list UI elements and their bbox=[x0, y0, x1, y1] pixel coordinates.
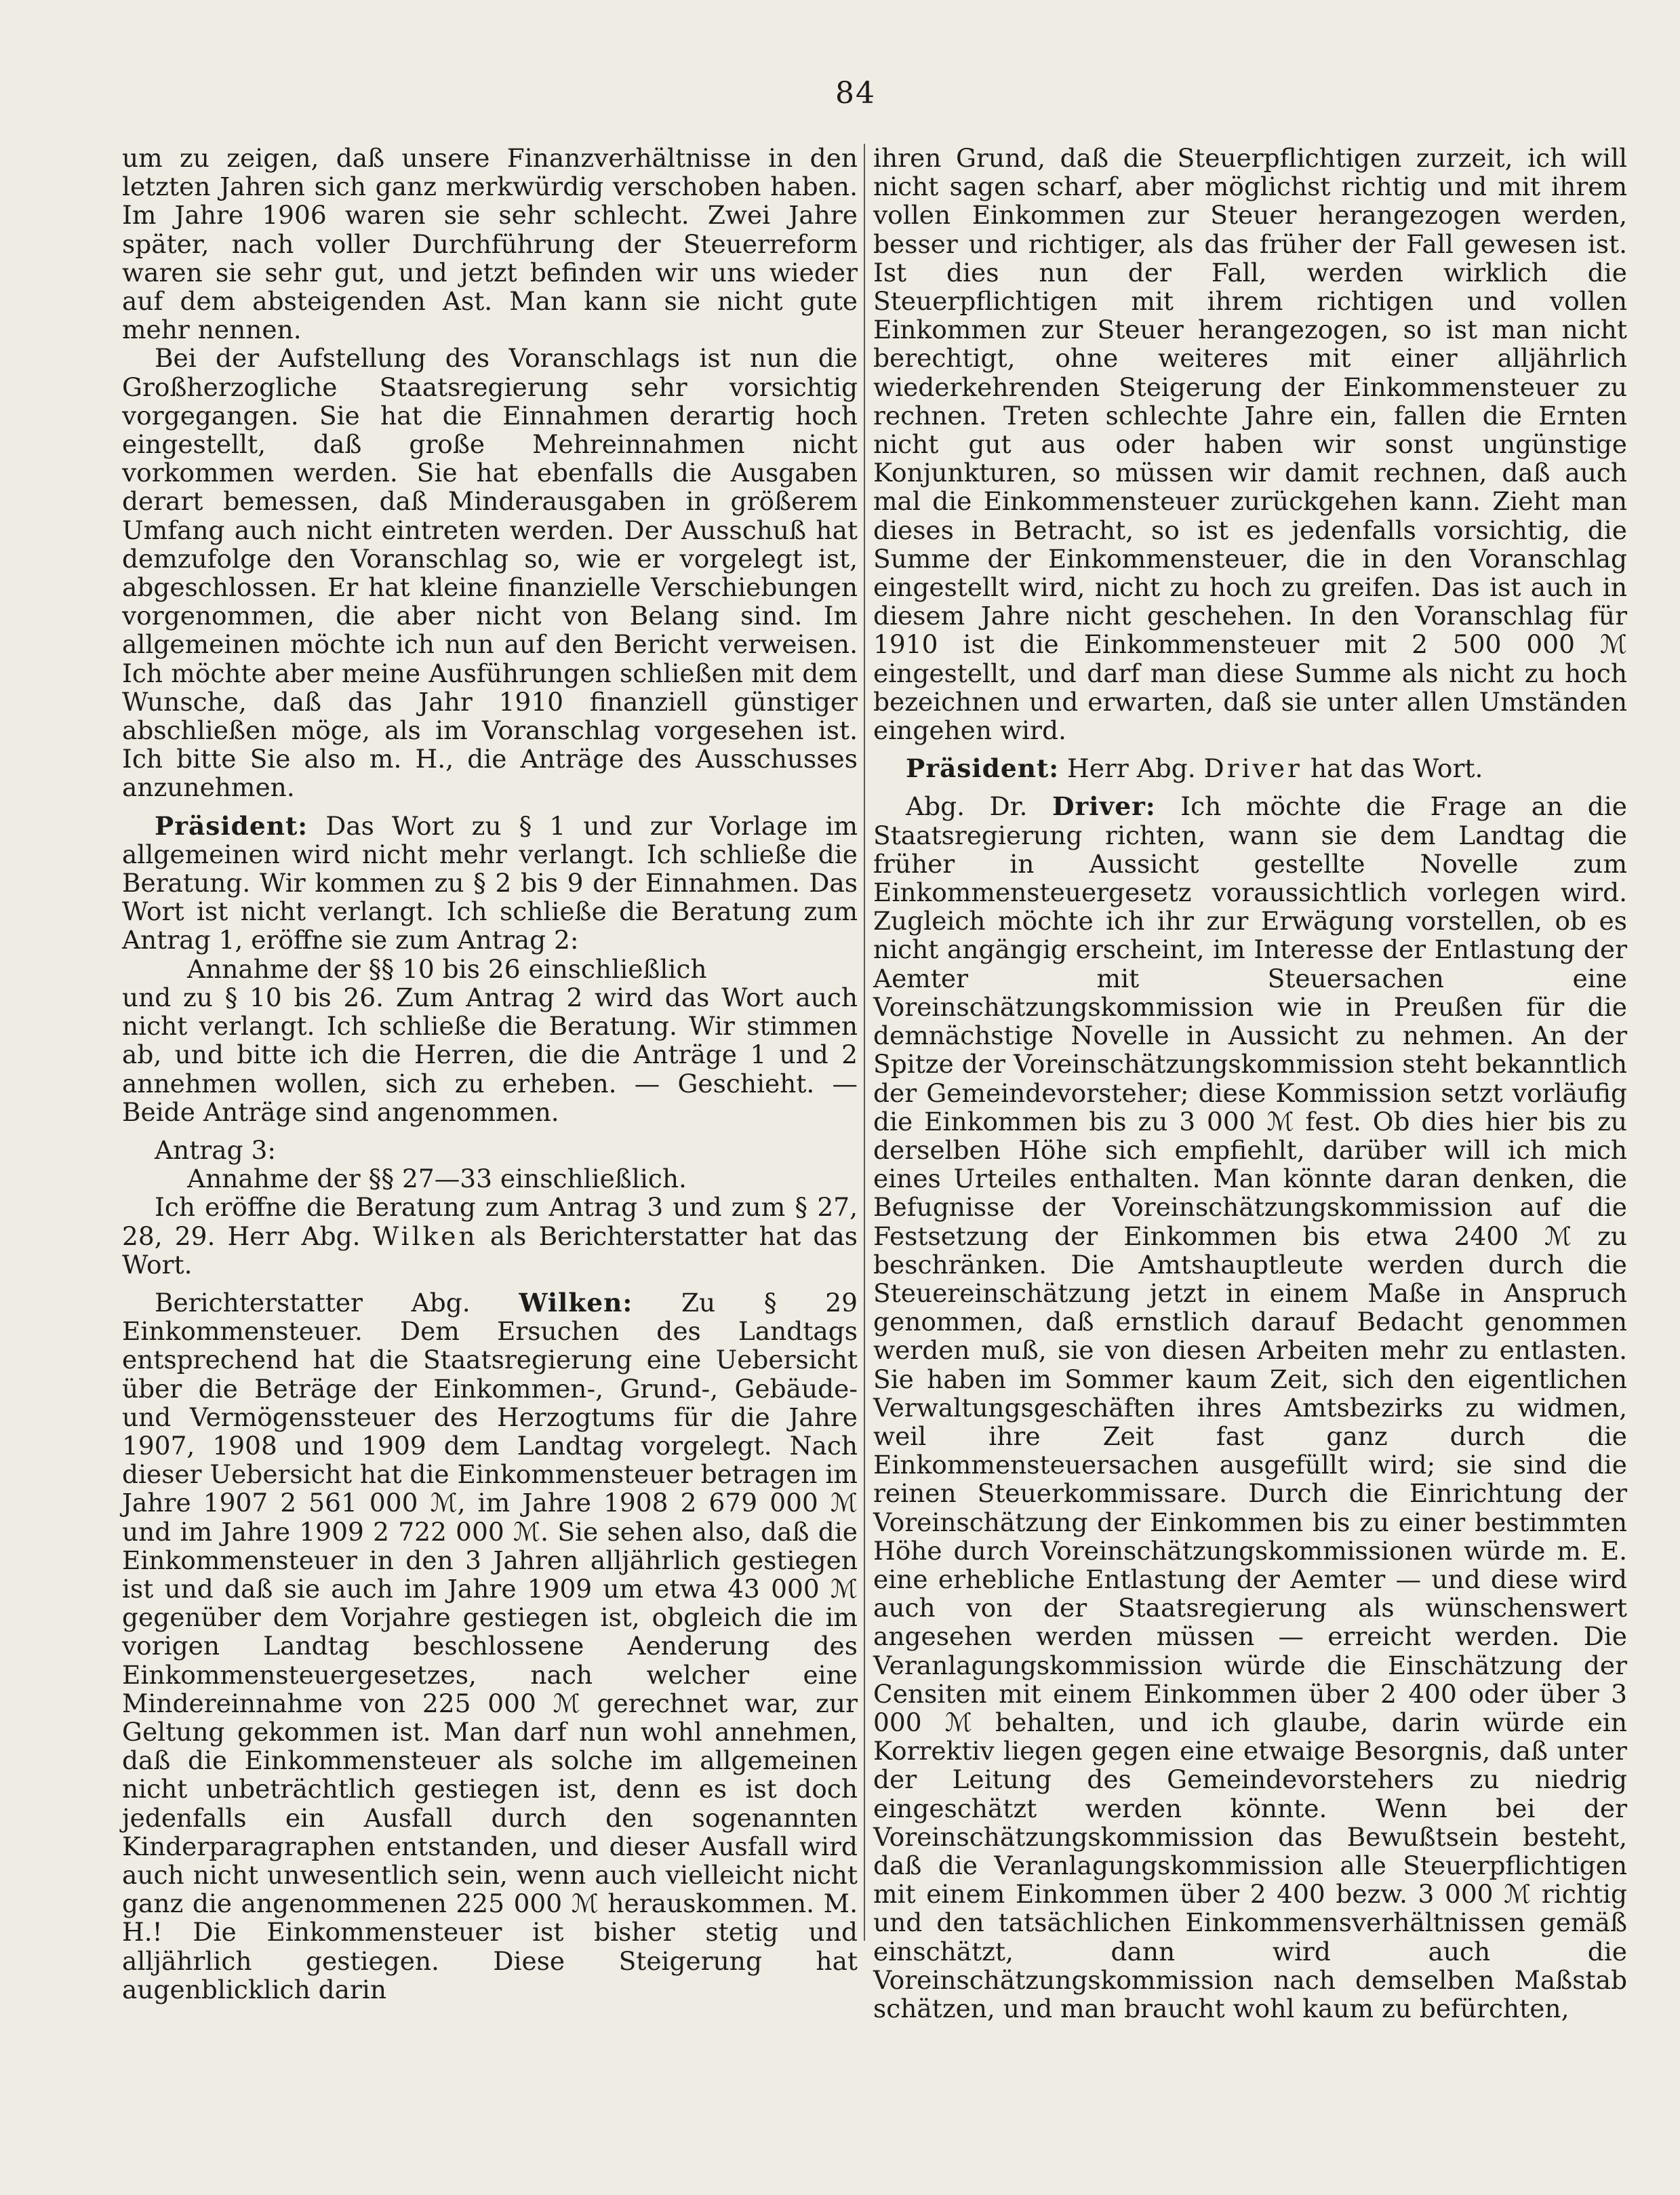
member-name: Wilken bbox=[372, 1221, 478, 1251]
speech-text: als Berichterstatter hat das Wort. bbox=[122, 1221, 858, 1280]
paragraph bbox=[873, 754, 1627, 783]
paragraph bbox=[873, 792, 1627, 2023]
member-name: Driver bbox=[1203, 753, 1302, 784]
speaker-name: Driver: bbox=[1052, 791, 1156, 822]
speech-text: Ich eröffne die Beratung zum Antrag 3 und zum § 27, 28, 29. Herr Abg. bbox=[122, 1192, 858, 1251]
speaker-name: Präsident: bbox=[906, 753, 1060, 784]
paragraph: Antrag 3: bbox=[155, 1134, 277, 1165]
paragraph: Annahme der §§ 10 bis 26 einschließlich bbox=[187, 953, 707, 984]
page-number: 84 bbox=[835, 76, 876, 111]
speaker-name: Wilken: bbox=[519, 1287, 633, 1318]
speaker-role: Berichterstatter Abg. bbox=[155, 1287, 471, 1318]
left-column bbox=[122, 144, 858, 2004]
paragraph: Annahme der §§ 27—33 einschließlich. bbox=[187, 1164, 687, 1194]
column-divider bbox=[864, 144, 865, 1941]
speech-text: Ich möchte die Frage an die Staatsregierung richten, wann sie dem Landtag die früher in Aussicht gestellte Novelle zum Einkommensteuergesetz voraussichtlich vorlegen wird. Zugleich möchte ich ihr zur Erwägung vorstellen, ob es nicht angängig erscheint, im Interesse der Entlastung der Aemter mit Steuersachen eine Voreinschätzungskommission wie in Preußen für die demnächstige Novelle in Aussicht zu nehmen. An der Spitze der Voreinschätzungskommission steht bekanntlich der Gemeindevorsteher; diese Kommission setzt vorläufig die Einkommen bis zu 3 000 ℳ fest. Ob dies hier bis zu derselben Höhe sich empfiehlt, darüber will ich mich eines Urteiles enthalten. Man könnte daran denken, die Befugnisse der Voreinschätzungskommission auf die Festsetzung der Einkommen bis etwa 2400 ℳ zu beschränken. Die Amtshauptleute werden durch die Steuereinschätzung jetzt in einem Maße in Anspruch genommen, daß ernstlich darauf Bedacht genommen werden muß, sie von diesen Arbeiten mehr zu entlasten. Sie haben im Sommer kaum Zeit, sich den eigentlichen Verwaltungsgeschäften ihres Amtsbezirks zu widmen, weil ihre Zeit fast ganz durch die Einkommensteuersachen ausgefüllt wird; sie sind die reinen Steuerkommissare. Durch die Einrichtung der Voreinschätzung der Einkommen bis zu einer bestimmten Höhe durch Voreinschätzungskommissionen würde m. E. eine erhebliche Entlastung der Aemter — und diese wird auch von der Staatsregierung als wünschenswert angesehen werden müssen — erreicht werden. Die Veranlagungskommission würde die Einschätzung der Censiten mit einem Einkommen über 2 400 oder über 3 000 ℳ behalten, und ich glaube, darin würde ein Korrektiv liegen gegen eine etwaige Besorgnis, daß unter der Leitung des Gemeindevorstehers zu niedrig eingeschätzt werden könnte. Wenn bei der Voreinschätzungskommission das Bewußtsein besteht, daß die Veranlagungskommission alle Steuerpflichtigen mit einem Einkommen über 2 400 bezw. 3 000 ℳ richtig und den tatsächlichen Einkommensverhältnissen gemäß einschätzt, dann wird auch die Voreinschätzungskommission nach demselben Maßstab schätzen, und man braucht wohl kaum zu befürchten, bbox=[873, 791, 1627, 2023]
right-column bbox=[873, 144, 1627, 2023]
speaker-name: Präsident: bbox=[155, 810, 308, 841]
paragraph: und zu § 10 bis 26. Zum Antrag 2 wird das Wort auch nicht verlangt. Ich schließe die Beratung. Wir stimmen ab, und bitte ich die Herren, die die Anträge 1 und 2 annehmen wollen, sich zu erheben. — Geschieht. — Beide Anträge sind angenommen. bbox=[122, 982, 858, 1127]
paragraph: um zu zeigen, daß unsere Finanzverhältnisse in den letzten Jahren sich ganz merkwürdig verschoben haben. Im Jahre 1906 waren sie sehr schlecht. Zwei Jahre später, nach voller Durchführung der Steuerreform waren sie sehr gut, und jetzt befinden wir uns wieder auf dem absteigenden Ast. Man kann sie nicht gute mehr nennen. bbox=[122, 143, 858, 345]
paragraph: Bei der Aufstellung des Voranschlags ist nun die Großherzogliche Staatsregierung sehr vorsichtig vorgegangen. Sie hat die Einnahmen derartig hoch eingestellt, daß große Mehreinnahmen nicht vorkommen werden. Sie hat ebenfalls die Ausgaben derart bemessen, daß Minderausgaben in größerem Umfang auch nicht eintreten werden. Der Ausschuß hat demzufolge den Voranschlag so, wie er vorgelegt ist, abgeschlossen. Er hat kleine finanzielle Verschiebungen vorgenommen, die aber nicht von Belang sind. Im allgemeinen möchte ich nun auf den Bericht verweisen. Ich möchte aber meine Ausführungen schließen mit dem Wunsche, daß das Jahr 1910 finanziell günstiger abschließen möge, als im Voranschlag vorgesehen ist. Ich bitte Sie also m. H., die Anträge des Ausschusses anzunehmen. bbox=[122, 343, 858, 803]
speech-text: Herr Abg. bbox=[1067, 753, 1196, 784]
paragraph bbox=[122, 1288, 858, 2004]
paragraph bbox=[122, 1193, 858, 1279]
speaker-role: Abg. Dr. bbox=[906, 791, 1028, 822]
speech-text: hat das Wort. bbox=[1310, 753, 1483, 784]
speech-text: Zu § 29 Einkommensteuer. Dem Ersuchen des Landtags entsprechend hat die Staatsregierung eine Uebersicht über die Beträge der Einkommen-, Grund-, Gebäude- und Vermögenssteuer des Herzogtums für die Jahre 1907, 1908 und 1909 dem Landtag vorgelegt. Nach dieser Uebersicht hat die Einkommensteuer betragen im Jahre 1907 2 561 000 ℳ, im Jahre 1908 2 679 000 ℳ und im Jahre 1909 2 722 000 ℳ. Sie sehen also, daß die Einkommensteuer in den 3 Jahren alljährlich gestiegen ist und daß sie auch im Jahre 1909 um etwa 43 000 ℳ gegenüber dem Vorjahre gestiegen ist, obgleich die im vorigen Landtag beschlossene Aenderung des Einkommensteuergesetzes, nach welcher eine Mindereinnahme von 225 000 ℳ gerechnet war, zur Geltung gekommen ist. Man darf nun wohl annehmen, daß die Einkommensteuer als solche im allgemeinen nicht unbeträchtlich gestiegen ist, denn es ist doch jedenfalls ein Ausfall durch den sogenannten Kinderparagraphen entstanden, und dieser Ausfall wird auch nicht unwesentlich sein, wenn auch vielleicht nicht ganz die angenommenen 225 000 ℳ herauskommen. M. H.! Die Einkommensteuer ist bisher stetig und alljährlich gestiegen. Diese Steigerung hat augenblicklich darin bbox=[122, 1287, 858, 2004]
paragraph bbox=[122, 812, 858, 955]
speech-text: Das Wort zu § 1 und zur Vorlage im allgemeinen wird nicht mehr verlangt. Ich schließe die Beratung. Wir kommen zu § 2 bis 9 der Einnahmen. Das Wort ist nicht verlangt. Ich schließe die Beratung zum Antrag 1, eröffne sie zum Antrag 2: bbox=[122, 810, 858, 955]
paragraph: ihren Grund, daß die Steuerpflichtigen zurzeit, ich will nicht sagen scharf, aber möglichst richtig und mit ihrem vollen Einkommen zur Steuer herangezogen werden, besser und richtiger, als das früher der Fall gewesen ist. Ist dies nun der Fall, werden wirklich die Steuerpflichtigen mit ihrem richtigen und vollen Einkommen zur Steuer herangezogen, so ist man nicht berechtigt, ohne weiteres mit einer alljährlich wiederkehrenden Steigerung der Einkommensteuer zu rechnen. Treten schlechte Jahre ein, fallen die Ernten nicht gut aus oder haben wir sonst ungünstige Konjunkturen, so müssen wir damit rechnen, daß auch mal die Einkommensteuer zurückgehen kann. Zieht man dieses in Betracht, so ist es jedenfalls vorsichtig, die Summe der Einkommensteuer, die in den Voranschlag eingestellt wird, nicht zu hoch zu greifen. Das ist auch in diesem Jahre nicht geschehen. In den Voranschlag für 1910 ist die Einkommensteuer mit 2 500 000 ℳ eingestellt, und darf man diese Summe als nicht zu hoch bezeichnen und erwarten, daß sie unter allen Umständen eingehen wird. bbox=[873, 143, 1627, 746]
